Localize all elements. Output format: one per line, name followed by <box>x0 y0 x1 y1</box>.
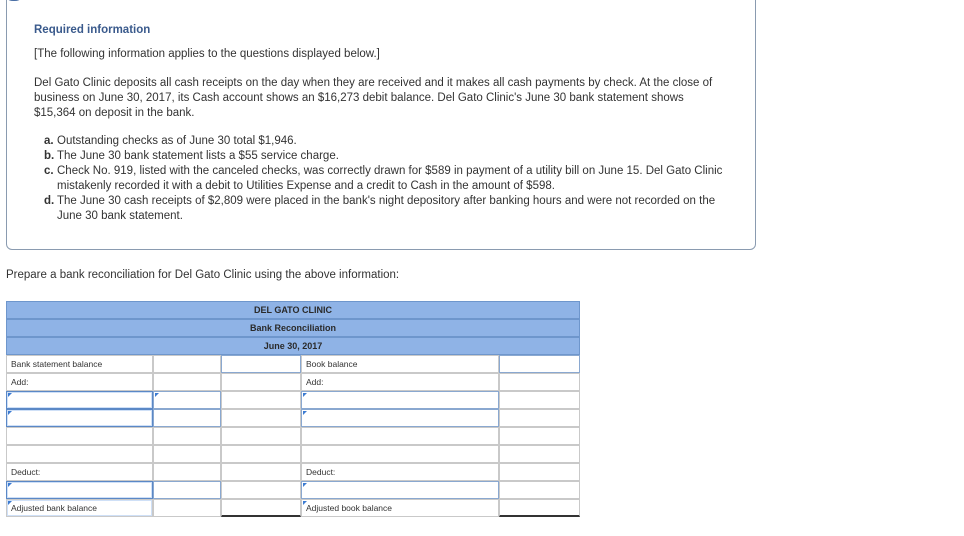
book-add-description-dropdown-2[interactable] <box>301 409 499 427</box>
empty-cell <box>221 445 301 463</box>
adjusted-bank-balance-total[interactable] <box>221 499 301 517</box>
empty-cell <box>499 373 580 391</box>
bank-add-description-dropdown-1[interactable] <box>6 391 153 409</box>
empty-cell <box>499 409 580 427</box>
list-item-d: d. The June 30 cash receipts of $2,809 were placed in the bank's night depository after banking hours and were not recorded on the June 30 bank statement. <box>44 195 716 222</box>
bank-add-amount-input-1[interactable] <box>153 391 221 409</box>
statement-date-header: June 30, 2017 <box>6 337 580 355</box>
empty-cell <box>153 499 221 517</box>
empty-cell <box>153 463 221 481</box>
table-row <box>6 355 580 373</box>
table-row <box>6 517 580 535</box>
list-item-a: a. Outstanding checks as of June 30 total $1,946. <box>44 135 297 147</box>
empty-cell <box>221 427 301 445</box>
bank-deduct-amount-input-1[interactable] <box>153 481 221 499</box>
bank-deduct-description-dropdown-1[interactable] <box>6 481 153 499</box>
adjusted-balance-row <box>6 499 580 517</box>
table-row <box>6 481 580 499</box>
dropdown-marker-icon <box>303 483 307 487</box>
empty-cell <box>301 427 499 445</box>
dropdown-marker-icon <box>8 411 12 415</box>
panel-corner-icon <box>3 0 25 1</box>
info-paragraph: Del Gato Clinic deposits all cash receipts on the day when they are received and it makes all cash payments by check. At the close of business on June 30, 2017, its Cash account shows an $16,273 debit balance. Del Gato Clinic's June 30 bank statement shows $15,364 on deposit in the bank. <box>34 77 713 119</box>
dropdown-marker-icon <box>8 393 12 397</box>
dropdown-marker-icon <box>303 393 307 397</box>
bank-empty-cell <box>153 355 221 373</box>
adjusted-book-balance-label: Adjusted book balance <box>301 499 499 517</box>
book-balance-label: Book balance <box>301 355 499 373</box>
info-list <box>44 134 734 224</box>
table-row <box>6 409 580 427</box>
list-item-c: c. Check No. 919, listed with the canceled checks, was correctly drawn for $589 in payment of a utility bill on June 15. Del Gato Clinic mistakenly recorded it with a debit to Utilities Expense and a credit to Cash in the amount of $598. <box>44 165 723 192</box>
empty-cell <box>499 427 580 445</box>
dropdown-marker-icon <box>303 411 307 415</box>
empty-cell <box>153 373 221 391</box>
empty-cell <box>499 463 580 481</box>
empty-cell <box>221 391 301 409</box>
company-name-header: DEL GATO CLINIC <box>6 301 580 319</box>
adjusted-bank-balance-label: Adjusted bank balance <box>6 499 153 517</box>
book-balance-input[interactable] <box>499 355 580 373</box>
dropdown-marker-icon <box>8 483 12 487</box>
book-add-description-dropdown-1[interactable] <box>301 391 499 409</box>
empty-cell <box>153 445 221 463</box>
bank-statement-balance-label: Bank statement balance <box>6 355 153 373</box>
bank-add-amount-input-2[interactable] <box>153 409 221 427</box>
table-row <box>6 427 580 445</box>
empty-cell <box>6 427 153 445</box>
table-row <box>6 445 580 463</box>
question-prompt: Prepare a bank reconciliation for Del Gato Clinic using the above information: <box>6 269 400 281</box>
adjusted-book-balance-total[interactable] <box>499 499 580 517</box>
bank-add-label: Add: <box>6 373 153 391</box>
empty-cell <box>6 445 153 463</box>
empty-cell <box>153 427 221 445</box>
book-add-label: Add: <box>301 373 499 391</box>
bank-deduct-label: Deduct: <box>6 463 153 481</box>
bank-add-description-dropdown-2[interactable] <box>6 409 153 427</box>
empty-cell <box>499 481 580 499</box>
info-title: Required information <box>34 24 151 36</box>
statement-title-header: Bank Reconciliation <box>6 319 580 337</box>
empty-cell <box>221 463 301 481</box>
table-row <box>6 391 580 409</box>
list-item-b: b. The June 30 bank statement lists a $55 service charge. <box>44 150 339 162</box>
info-subtitle: [The following information applies to the questions displayed below.] <box>34 48 380 60</box>
empty-cell <box>221 481 301 499</box>
empty-cell <box>301 445 499 463</box>
table-row <box>6 463 580 481</box>
bank-statement-balance-input[interactable] <box>221 355 301 373</box>
empty-cell <box>499 391 580 409</box>
book-deduct-description-dropdown-1[interactable] <box>301 481 499 499</box>
table-row <box>6 373 580 391</box>
book-deduct-label: Deduct: <box>301 463 499 481</box>
dropdown-marker-icon <box>155 393 159 397</box>
empty-cell <box>221 409 301 427</box>
empty-cell <box>499 445 580 463</box>
empty-cell <box>221 373 301 391</box>
